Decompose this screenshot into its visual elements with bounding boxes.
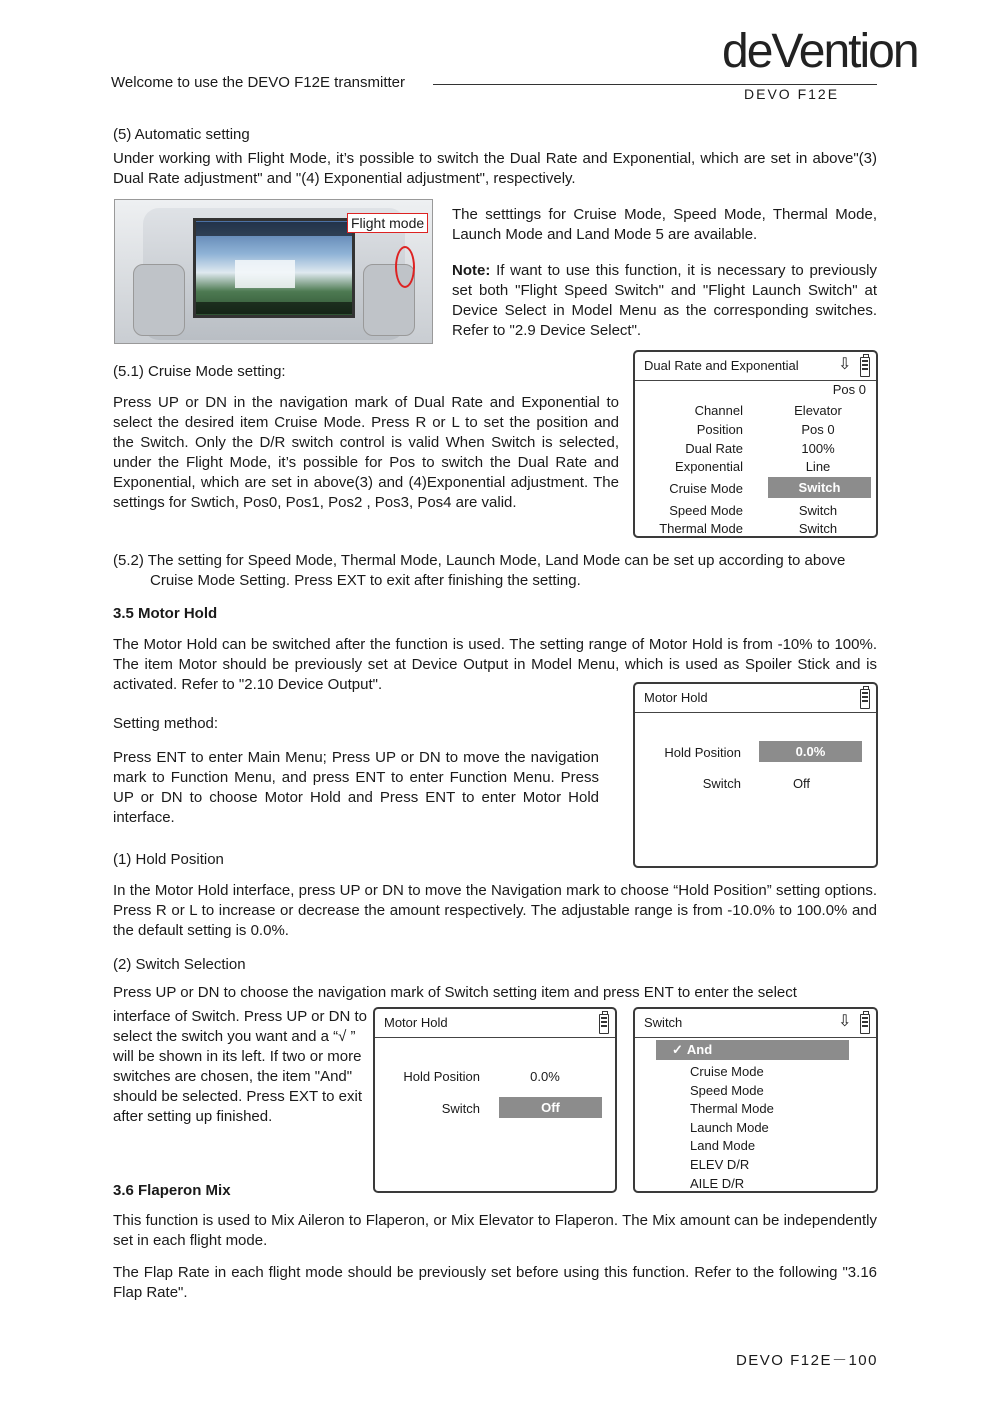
screen-divider <box>635 712 876 713</box>
note-body: If want to use this function, it is necessary to previously set both "Flight Speed Switch" and "Flight Launch Switch" at Device Select in Model Menu as the corresponding switches. Refer to "2.9 Device Select". <box>452 262 877 339</box>
hold-position-value[interactable]: 0.0% <box>759 741 862 762</box>
battery-icon <box>860 689 870 709</box>
flight-mode-switch-marker <box>395 246 415 288</box>
motor-hold-intro: The Motor Hold can be switched after the function is used. The setting range of Motor Hold is from -10% to 100%. The item Motor should be previously set at Device Output in Model Menu, which is used as Spoiler Stick and is activated. Refer to "2.10 Device Output". <box>113 636 877 693</box>
screen-waterfall <box>235 260 295 288</box>
switch-item-launch-mode[interactable]: Launch Mode <box>690 1120 769 1135</box>
switch-label: Switch <box>702 776 741 791</box>
dual-rate-value[interactable]: 100% <box>801 441 835 456</box>
section-5-2-line1: (5.2) The setting for Speed Mode, Thermal Mode, Launch Mode, Land Mode can be set up according to above <box>113 552 846 569</box>
switch-screen-title: Switch <box>644 1015 683 1030</box>
header-logo-rule <box>722 84 877 85</box>
cruise-mode-heading: (5.1) Cruise Mode setting: <box>113 363 286 380</box>
section-5-intro: Under working with Flight Mode, it’s possible to switch the Dual Rate and Exponential, which are set in above"(3) Dual Rate adjustment" and "(4) Exponential adjustment", respectively. <box>113 150 877 187</box>
section-5-heading: (5) Automatic setting <box>113 126 250 143</box>
checkmark-icon: ✓ <box>672 1042 683 1057</box>
exponential-value[interactable]: Line <box>805 459 831 474</box>
battery-icon <box>860 1014 870 1034</box>
switch-item-aile-dr[interactable]: AILE D/R <box>690 1176 745 1191</box>
motor-hold-screen-title: Motor Hold <box>644 690 708 705</box>
dual-rate-label: Dual Rate <box>685 441 743 456</box>
thermal-mode-label: Thermal Mode <box>659 521 743 536</box>
screen-divider <box>375 1037 615 1038</box>
motor-hold-screen <box>633 682 878 868</box>
flaperon-paragraph-2: The Flap Rate in each flight mode should be previously set before using this function. Refer to the following "3.16 Flap Rate". <box>113 1264 877 1301</box>
setting-method-heading: Setting method: <box>113 715 219 732</box>
exponential-label: Exponential <box>675 459 743 474</box>
switch-item-speed-mode[interactable]: Speed Mode <box>690 1083 764 1098</box>
thermal-mode-value[interactable]: Switch <box>798 521 838 536</box>
motor-hold-screen-title: Motor Hold <box>384 1015 448 1030</box>
switch-value[interactable]: Off <box>499 1097 602 1118</box>
screen-bottom-bar <box>196 302 352 314</box>
screen-divider <box>635 380 876 381</box>
battery-icon <box>599 1014 609 1034</box>
dual-rate-screen-title: Dual Rate and Exponential <box>644 358 799 373</box>
channel-value[interactable]: Elevator <box>794 403 842 418</box>
switch-label: Switch <box>441 1101 480 1116</box>
switch-selection-text: interface of Switch. Press UP or DN to select the switch you want and a “√ ” will be shown in its left. If two or more switches are chosen, the item "And" should be selected. Press EXT to exit after setting up finished. <box>113 1008 367 1125</box>
screen-divider <box>635 1037 876 1038</box>
cruise-mode-text: Press UP or DN in the navigation mark of Dual Rate and Exponential to select the desired item Cruise Mode. Press R or L to set the position and the Switch. Only the D/R switch control is valid When Switch is selected, under the Flight Mode, it’s possible for Pos to switch the Dual Rate and Exponential, which are set in above(3) and (4)Exponential adjustment. The settings for Swtich, Pos0, Pos1, Pos2 , Pos3, Pos4 are valid. <box>113 394 619 511</box>
motor-hold-heading: 3.5 Motor Hold <box>113 605 218 622</box>
switch-selection-heading: (2) Switch Selection <box>113 956 246 973</box>
position-indicator: Pos 0 <box>832 382 866 397</box>
cruise-mode-value[interactable]: Switch <box>768 477 871 498</box>
position-label: Position <box>696 422 743 437</box>
motor-hold-switch-screen <box>373 1007 617 1193</box>
note-text <box>452 261 877 341</box>
switch-list-screen <box>633 1007 878 1193</box>
switch-item-thermal-mode[interactable]: Thermal Mode <box>690 1101 774 1116</box>
hold-position-heading: (1) Hold Position <box>113 851 224 868</box>
hold-position-label: Hold Position <box>403 1069 480 1084</box>
battery-icon <box>860 357 870 377</box>
hold-position-label: Hold Position <box>664 745 741 760</box>
setting-method-text: Press ENT to enter Main Menu; Press UP or DN to move the navigation mark to Function Menu, and press ENT to enter Function Menu. Press UP or DN to choose Motor Hold and Press ENT to enter Motor Hold interface. <box>113 749 599 826</box>
switch-item-land-mode[interactable]: Land Mode <box>690 1138 756 1153</box>
dual-rate-screen <box>633 350 878 538</box>
cruise-mode-label: Cruise Mode <box>669 481 743 496</box>
switch-item-label: And <box>686 1042 713 1057</box>
header-welcome: Welcome to use the DEVO F12E transmitter <box>111 74 406 91</box>
switch-item-elev-dr[interactable]: ELEV D/R <box>690 1157 750 1172</box>
header-logo: deVention <box>722 25 918 78</box>
speed-mode-label: Speed Mode <box>669 503 743 518</box>
speed-mode-value[interactable]: Switch <box>798 503 838 518</box>
position-value[interactable]: Pos 0 <box>801 422 835 437</box>
down-arrow-icon: ⇩ <box>838 356 852 373</box>
hold-position-text: In the Motor Hold interface, press UP or DN to move the Navigation mark to choose “Hold Position” setting options. Press R or L to increase or decrease the amount respectively. The adjustable range is from -10.0% to 100.0% and the default setting is 0.0%. <box>113 882 877 939</box>
modes-available-text: The setttings for Cruise Mode, Speed Mode, Thermal Mode, Launch Mode and Land Mode 5 are available. <box>452 206 877 243</box>
note-label: Note: <box>452 262 491 279</box>
switch-item-and[interactable] <box>656 1040 849 1060</box>
flight-mode-callout: Flight mode <box>347 213 428 233</box>
transmitter-left-grip <box>133 264 185 336</box>
flaperon-paragraph-1: This function is used to Mix Aileron to Flaperon, or Mix Elevator to Flaperon. The Mix amount can be independently set in each flight mode. <box>113 1212 877 1249</box>
screen-status-bar <box>196 222 352 236</box>
transmitter-photo <box>114 199 433 344</box>
section-5-2-line2: Cruise Mode Setting. Press EXT to exit after finishing the setting. <box>150 572 581 589</box>
switch-value[interactable]: Off <box>792 776 811 791</box>
switch-selection-line1: Press UP or DN to choose the navigation mark of Switch setting item and press ENT to enter the select <box>113 984 797 1001</box>
header-rule <box>433 84 723 85</box>
hold-position-value[interactable]: 0.0% <box>530 1069 560 1084</box>
channel-label: Channel <box>694 403 743 418</box>
page-number: DEVO F12E－100 <box>735 1352 878 1369</box>
flaperon-heading: 3.6 Flaperon Mix <box>113 1182 231 1199</box>
switch-item-cruise-mode[interactable]: Cruise Mode <box>690 1064 764 1079</box>
header-model: DEVO F12E <box>744 86 840 102</box>
down-arrow-icon: ⇩ <box>838 1013 852 1030</box>
